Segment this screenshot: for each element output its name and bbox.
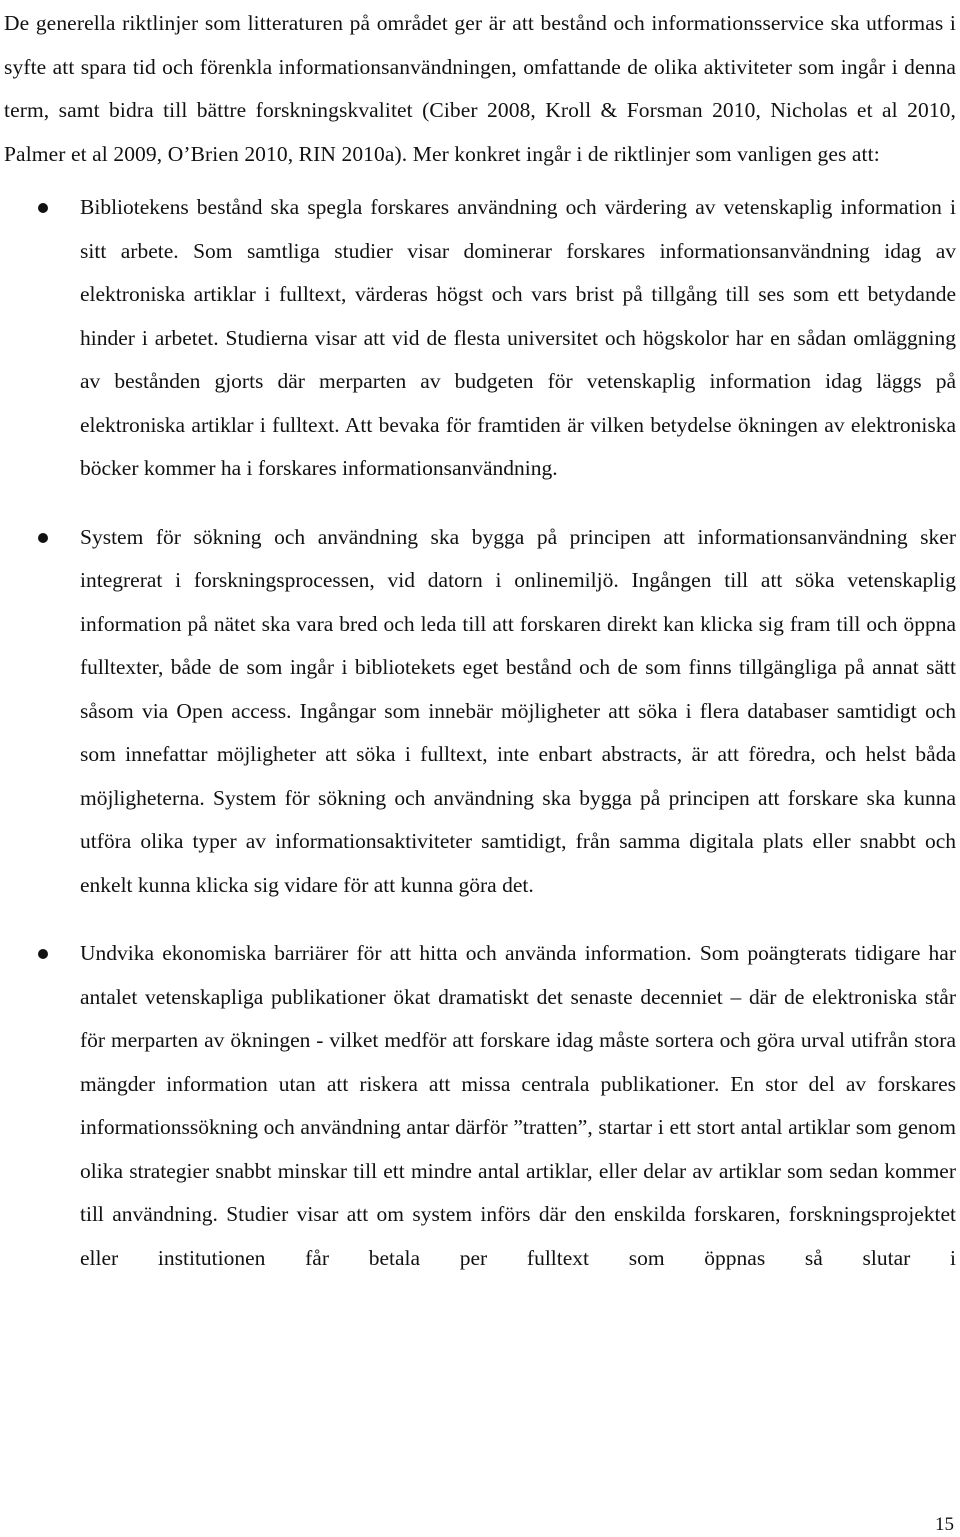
page-number: 15	[935, 1514, 954, 1535]
guideline-list	[4, 186, 956, 1280]
bullet-icon	[38, 533, 48, 543]
intro-paragraph: De generella riktlinjer som litteraturen på området ger är att bestånd och informationsservice ska utformas i syfte att spara tid och förenkla informationsanvändningen, omfattande de olika aktiviteter som ingår i denna term, samt bidra till bättre forskningskvalitet (Ciber 2008, Kroll & Forsman 2010, Nicholas et al 2010, Palmer et al 2009, O’Brien 2010, RIN 2010a). Mer konkret ingår i de riktlinjer som vanligen ges att:	[4, 11, 956, 166]
bullet-icon	[38, 203, 48, 213]
bullet-icon	[38, 949, 48, 959]
list-item	[4, 516, 956, 908]
list-item-text: Undvika ekonomiska barriärer för att hitta och använda information. Som poängterats tidigare har antalet vetenskapliga publikationer ökat dramatiskt det senaste decenniet – där de elektroniska står för merparten av ökningen - vilket medför att forskare idag måste sortera och göra urval utifrån stora mängder information utan att riskera att missa centrala publikationer. En stor del av forskares informationssökning och användning antar därför ”tratten”, startar i ett stort antal artiklar som genom olika strategier snabbt minskar till ett mindre antal artiklar, eller delar av artiklar som sedan kommer till användning. Studier visar att om system införs där den enskilda forskaren, forskningsprojektet eller institutionen får betala per fulltext som öppnas så slutar i	[80, 941, 956, 1270]
list-item-text: Bibliotekens bestånd ska spegla forskares användning och värdering av vetenskaplig information i sitt arbete. Som samtliga studier visar dominerar forskares informationsanvändning idag av elektroniska artiklar i fulltext, värderas högst och vars brist på tillgång till ses som ett betydande hinder i arbetet. Studierna visar att vid de flesta universitet och högskolor har en sådan omläggning av bestånden gjorts där merparten av budgeten för vetenskaplig information idag läggs på elektroniska artiklar i fulltext. Att bevaka för framtiden är vilken betydelse ökningen av elektroniska böcker kommer ha i forskares informationsanvändning.	[80, 195, 956, 480]
list-item	[4, 932, 956, 1280]
list-item-text: System för sökning och användning ska bygga på principen att informationsanvändning sker integrerat i forskningsprocessen, vid datorn i onlinemiljö. Ingången till att söka vetenskaplig information på nätet ska vara bred och leda till att forskaren direkt kan klicka sig fram till och öppna fulltexter, både de som ingår i bibliotekets eget bestånd och de som finns tillgängliga på annat sätt såsom via Open access. Ingångar som innebär möjligheter att söka i flera databaser samtidigt och som innefattar möjligheter att söka i fulltext, inte enbart abstracts, är att föredra, och helst båda möjligheterna. System för sökning och användning ska bygga på principen att forskare ska kunna utföra olika typer av informationsaktiviteter samtidigt, från samma digitala plats eller snabbt och enkelt kunna klicka sig vidare för att kunna göra det.	[80, 524, 956, 897]
list-item	[4, 186, 956, 491]
